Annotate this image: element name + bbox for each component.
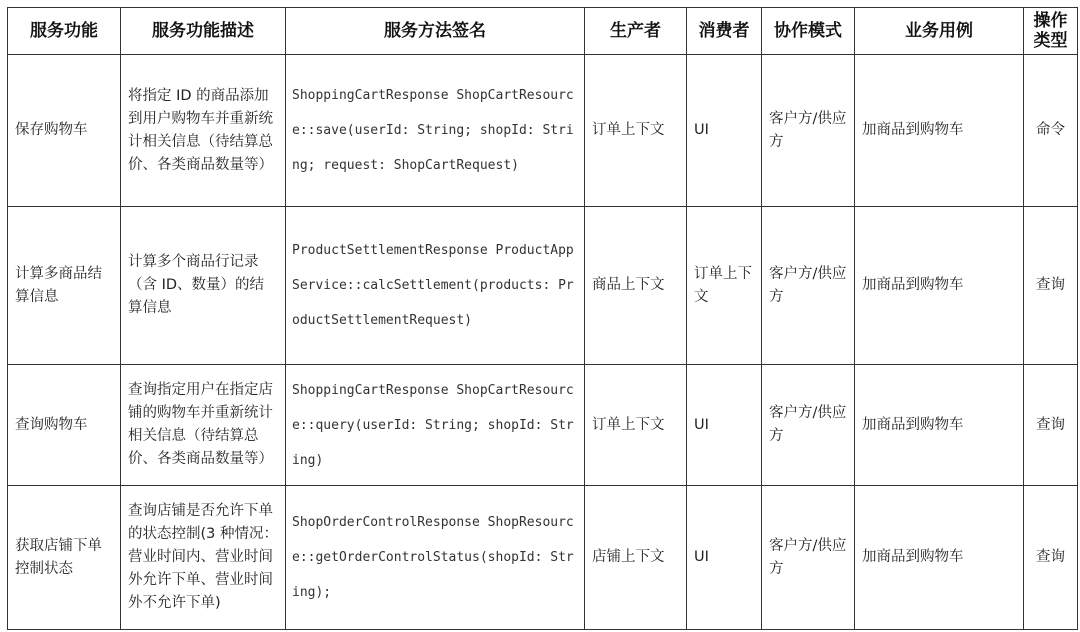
cell-signature: ShoppingCartResponse ShopCartResource::save(userId: String; shopId: String; request: ShopCartRequest) <box>286 55 585 207</box>
cell-function: 保存购物车 <box>8 55 121 207</box>
cell-description: 计算多个商品行记录（含 ID、数量）的结算信息 <box>121 207 286 365</box>
header-description: 服务功能描述 <box>121 8 286 55</box>
header-consumer: 消费者 <box>687 8 762 55</box>
cell-function: 查询购物车 <box>8 365 121 486</box>
cell-consumer: UI <box>687 55 762 207</box>
cell-mode: 客户方/供应方 <box>762 365 855 486</box>
table-row <box>8 486 1078 630</box>
cell-function: 计算多商品结算信息 <box>8 207 121 365</box>
cell-producer: 订单上下文 <box>585 365 687 486</box>
table-row <box>8 207 1078 365</box>
cell-use-case: 加商品到购物车 <box>855 55 1024 207</box>
cell-mode: 客户方/供应方 <box>762 207 855 365</box>
cell-use-case: 加商品到购物车 <box>855 365 1024 486</box>
cell-op-type: 命令 <box>1024 55 1078 207</box>
cell-mode: 客户方/供应方 <box>762 55 855 207</box>
header-mode: 协作模式 <box>762 8 855 55</box>
header-producer: 生产者 <box>585 8 687 55</box>
cell-op-type: 查询 <box>1024 207 1078 365</box>
cell-consumer: 订单上下文 <box>687 207 762 365</box>
cell-description: 查询指定用户在指定店铺的购物车并重新统计相关信息（待结算总价、各类商品数量等） <box>121 365 286 486</box>
table-row <box>8 55 1078 207</box>
cell-signature: ProductSettlementResponse ProductAppService::calcSettlement(products: ProductSettlementRequest) <box>286 207 585 365</box>
cell-op-type: 查询 <box>1024 486 1078 630</box>
cell-description: 将指定 ID 的商品添加到用户购物车并重新统计相关信息（待结算总价、各类商品数量等） <box>121 55 286 207</box>
cell-use-case: 加商品到购物车 <box>855 486 1024 630</box>
cell-use-case: 加商品到购物车 <box>855 207 1024 365</box>
header-use-case: 业务用例 <box>855 8 1024 55</box>
cell-consumer: UI <box>687 486 762 630</box>
header-op-type: 操作类型 <box>1024 8 1078 55</box>
table-header-row <box>8 8 1078 55</box>
cell-producer: 商品上下文 <box>585 207 687 365</box>
cell-consumer: UI <box>687 365 762 486</box>
table-row <box>8 365 1078 486</box>
cell-signature: ShoppingCartResponse ShopCartResource::query(userId: String; shopId: String) <box>286 365 585 486</box>
cell-signature: ShopOrderControlResponse ShopResource::getOrderControlStatus(shopId: String); <box>286 486 585 630</box>
cell-description: 查询店铺是否允许下单的状态控制(3 种情况：营业时间内、营业时间外允许下单、营业时间外不允许下单) <box>121 486 286 630</box>
header-signature: 服务方法签名 <box>286 8 585 55</box>
cell-function: 获取店铺下单控制状态 <box>8 486 121 630</box>
cell-mode: 客户方/供应方 <box>762 486 855 630</box>
cell-producer: 店铺上下文 <box>585 486 687 630</box>
cell-op-type: 查询 <box>1024 365 1078 486</box>
header-function: 服务功能 <box>8 8 121 55</box>
service-table <box>7 7 1078 630</box>
cell-producer: 订单上下文 <box>585 55 687 207</box>
